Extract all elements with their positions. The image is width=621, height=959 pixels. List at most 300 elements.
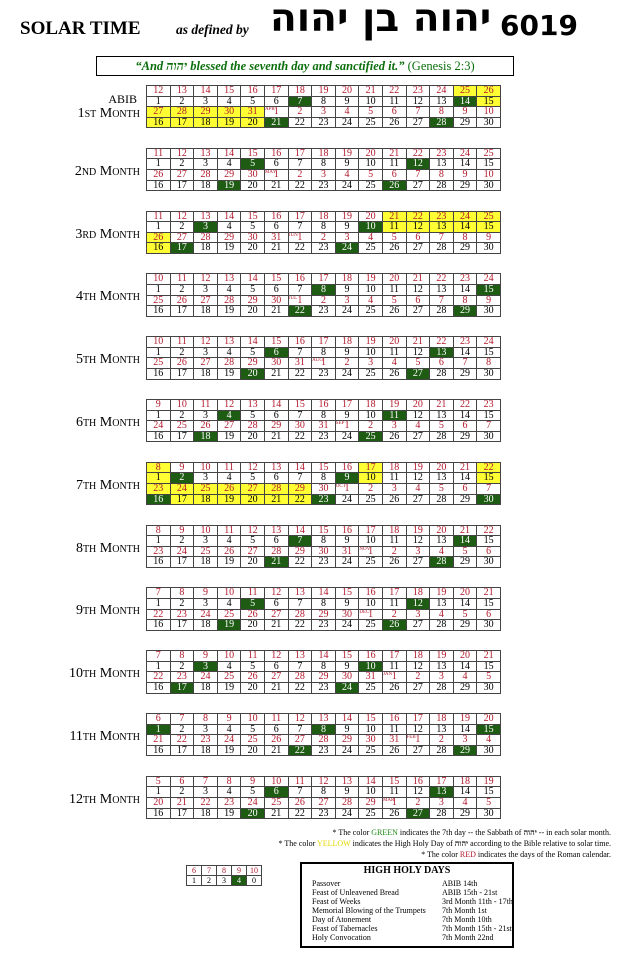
roman-month-marker: AUG (312, 358, 323, 364)
day-number: 28 (224, 357, 235, 369)
day-number: 23 (200, 734, 211, 746)
roman-month-marker: JUL (288, 295, 298, 301)
month-label: 2nd Month (74, 163, 140, 179)
day-number: 8 (155, 462, 161, 473)
solar-day-cell (194, 117, 218, 128)
solar-day-cell (359, 473, 383, 484)
day-number: 30 (365, 734, 376, 746)
solar-day-cell (359, 808, 383, 819)
solar-day-cell (359, 243, 383, 254)
solar-day-cell (382, 431, 406, 442)
roman-day-cell (264, 400, 288, 411)
solar-day-cell (147, 661, 171, 672)
month-grid (146, 525, 501, 568)
roman-day-cell (147, 169, 171, 180)
solar-day-cell (170, 724, 194, 735)
day-number: 7 (297, 158, 303, 170)
day-number: 15 (247, 211, 258, 222)
solar-day-cell (453, 96, 477, 107)
quote-text-pre: “And (135, 59, 167, 73)
solar-day-cell (406, 410, 430, 421)
day-number: 7 (179, 713, 185, 724)
roman-day-cell (312, 797, 336, 808)
day-number: 13 (436, 96, 447, 107)
solar-day-cell (264, 473, 288, 484)
roman-day-cell (217, 714, 241, 725)
day-number: 21 (365, 85, 376, 96)
solar-day-cell (477, 368, 501, 379)
day-number: 27 (200, 357, 211, 369)
roman-day-cell (382, 421, 406, 432)
solar-day-cell (194, 536, 218, 547)
solar-day-cell (241, 222, 265, 233)
roman-day-cell (359, 337, 383, 348)
day-number: 20 (247, 494, 258, 505)
roman-day-cell (477, 672, 501, 683)
day-number: 30 (342, 609, 353, 620)
roman-day-cell (241, 525, 265, 536)
solar-day-cell (147, 159, 171, 170)
roman-day-cell (194, 337, 218, 348)
solar-day-cell (430, 180, 454, 191)
day-number: 11 (177, 336, 187, 348)
holy-day-when: ABIB 14th (442, 879, 478, 888)
roman-day-cell (312, 337, 336, 348)
day-number: 25 (200, 546, 211, 557)
day-number: 29 (460, 431, 471, 442)
day-number: 14 (460, 347, 471, 358)
solar-day-cell (170, 347, 194, 358)
roman-day-cell (335, 421, 359, 432)
day-number: 3 (368, 357, 374, 369)
roman-day-cell (406, 86, 430, 97)
solar-day-cell (382, 243, 406, 254)
legend-green-color: GREEN (371, 828, 398, 837)
day-number: 6 (273, 724, 279, 735)
solar-day-cell (147, 222, 171, 233)
day-number: 5 (462, 546, 468, 557)
day-number: 15 (483, 724, 494, 735)
day-number: 3 (438, 797, 444, 808)
day-number: 1 (155, 347, 161, 358)
day-number: 16 (342, 525, 353, 536)
roman-day-cell (194, 232, 218, 243)
day-number: 27 (412, 745, 423, 756)
day-number: 19 (224, 619, 235, 631)
day-number: 26 (247, 671, 258, 683)
month-label: 5th Month (75, 352, 140, 368)
day-number: 12 (176, 211, 187, 222)
day-number: 2 (179, 410, 185, 421)
day-number: 12 (271, 650, 282, 662)
solar-day-cell (312, 473, 336, 484)
day-number: 20 (436, 462, 447, 473)
roman-day-cell (241, 295, 265, 306)
week-row (147, 620, 501, 631)
day-number: 8 (320, 786, 326, 798)
day-number: 1 (391, 797, 397, 808)
day-number: 8 (320, 221, 326, 233)
day-number: 13 (176, 85, 187, 96)
week-row (147, 86, 501, 97)
week-row (147, 494, 501, 505)
day-number: 28 (436, 117, 447, 128)
roman-day-cell (194, 462, 218, 473)
solar-day-cell (241, 494, 265, 505)
day-number: 11 (224, 525, 234, 536)
roman-day-cell (430, 797, 454, 808)
roman-day-cell (312, 421, 336, 432)
solar-day-cell (288, 620, 312, 631)
roman-day-cell (217, 735, 241, 746)
solar-day-cell (406, 222, 430, 233)
day-number: 30 (483, 494, 494, 505)
solar-day-cell (406, 243, 430, 254)
week-row (147, 421, 501, 432)
legend-green-pre: * The color (332, 828, 372, 837)
day-number: 6 (415, 232, 421, 243)
day-number: 23 (436, 148, 447, 159)
day-number: 1 (368, 609, 374, 620)
solar-day-cell (359, 117, 383, 128)
month-label: 11th Month (69, 729, 140, 744)
solar-day-cell (241, 368, 265, 379)
roman-day-cell (406, 735, 430, 746)
week-row (147, 557, 501, 568)
day-number: 7 (297, 724, 303, 735)
roman-day-cell (382, 295, 406, 306)
solar-day-cell (359, 598, 383, 609)
solar-day-cell (147, 745, 171, 756)
day-number: 20 (247, 682, 258, 693)
day-number: 19 (483, 776, 494, 787)
day-number: 10 (365, 472, 376, 484)
solar-day-cell (477, 682, 501, 693)
day-number: 24 (342, 494, 353, 505)
day-number: 9 (344, 535, 350, 547)
roman-month-marker: NOV (359, 546, 371, 552)
day-number: 3 (344, 295, 350, 306)
roman-day-cell (194, 672, 218, 683)
week-row (147, 274, 501, 285)
roman-day-cell (359, 797, 383, 808)
day-number: 30 (483, 682, 494, 693)
roman-day-cell (217, 672, 241, 683)
roman-day-cell (382, 337, 406, 348)
day-number: 6 (415, 295, 421, 306)
roman-day-cell (288, 232, 312, 243)
day-number: 20 (389, 273, 400, 285)
day-number: 13 (436, 786, 447, 798)
roman-day-cell (147, 86, 171, 97)
solar-day-cell (453, 808, 477, 819)
day-number: 13 (436, 284, 447, 295)
solar-day-cell (453, 368, 477, 379)
day-number: 16 (153, 745, 164, 756)
roman-day-cell (241, 107, 265, 118)
day-number: 2 (320, 295, 326, 306)
roman-day-cell (430, 651, 454, 662)
day-number: 29 (365, 797, 376, 808)
solar-day-cell (147, 557, 171, 568)
day-number: 20 (247, 305, 258, 317)
day-number: 4 (438, 609, 444, 620)
day-number: 21 (271, 368, 282, 379)
roman-day-cell (382, 400, 406, 411)
day-number: 27 (176, 232, 187, 243)
day-number: 14 (460, 472, 471, 484)
day-number: 4 (344, 106, 350, 118)
day-number: 29 (200, 106, 211, 118)
solar-day-cell (406, 347, 430, 358)
day-number: 30 (483, 117, 494, 128)
roman-day-cell (359, 776, 383, 787)
solar-day-cell (312, 682, 336, 693)
solar-day-cell (217, 598, 241, 609)
day-number: 23 (318, 180, 329, 191)
solar-day-cell (170, 494, 194, 505)
day-number: 18 (200, 368, 211, 379)
solar-day-cell (453, 243, 477, 254)
solar-day-cell (241, 536, 265, 547)
day-number: 26 (153, 232, 164, 243)
roman-day-cell (335, 483, 359, 494)
roman-day-cell (312, 546, 336, 557)
solar-day-cell (264, 222, 288, 233)
day-number: 18 (318, 211, 329, 222)
roman-day-cell (241, 651, 265, 662)
day-number: 29 (224, 169, 235, 180)
solar-day-cell (217, 284, 241, 295)
day-number: 2 (179, 472, 185, 484)
solar-day-cell (147, 96, 171, 107)
roman-day-cell (264, 211, 288, 222)
day-number: 19 (224, 117, 235, 128)
day-number: 19 (389, 399, 400, 410)
solar-day-cell (194, 306, 218, 317)
day-number: 5 (250, 158, 256, 170)
roman-day-cell (170, 337, 194, 348)
roman-day-cell (335, 525, 359, 536)
day-number: 1 (155, 472, 161, 484)
solar-day-cell (147, 117, 171, 128)
legend-yellow-color: YELLOW (316, 839, 351, 848)
solar-day-cell (382, 620, 406, 631)
day-number: 2 (368, 420, 374, 432)
day-number: 4 (462, 671, 468, 683)
roman-day-cell (430, 86, 454, 97)
day-number: 6 (391, 106, 397, 118)
day-number: 7 (486, 420, 492, 432)
solar-day-cell (194, 682, 218, 693)
day-number: 30 (318, 483, 329, 494)
solar-day-cell (382, 724, 406, 735)
day-number: 23 (153, 546, 164, 557)
solar-day-cell (288, 180, 312, 191)
roman-day-cell (147, 525, 171, 536)
roman-day-cell (430, 483, 454, 494)
day-number: 13 (436, 598, 447, 609)
day-number: 2 (179, 347, 185, 358)
day-number: 22 (294, 556, 305, 568)
solar-day-cell (264, 536, 288, 547)
day-number: 18 (412, 650, 423, 662)
day-number: 17 (176, 242, 187, 254)
roman-day-cell (264, 651, 288, 662)
roman-day-cell (288, 525, 312, 536)
day-number: 9 (179, 462, 185, 473)
day-number: 25 (200, 483, 211, 494)
day-number: 28 (436, 745, 447, 756)
solar-day-cell (264, 243, 288, 254)
day-number: 17 (176, 808, 187, 819)
day-number: 1 (155, 535, 161, 547)
roman-day-cell (147, 483, 171, 494)
roman-day-cell (382, 672, 406, 683)
roman-day-cell (335, 295, 359, 306)
day-number: 15 (483, 786, 494, 798)
roman-day-cell (312, 169, 336, 180)
solar-day-cell (453, 306, 477, 317)
day-number: 14 (365, 776, 376, 787)
day-number: 23 (318, 368, 329, 379)
day-number: 23 (318, 117, 329, 128)
day-number: 28 (436, 619, 447, 631)
day-number: 16 (318, 399, 329, 410)
day-number: 24 (483, 336, 494, 348)
day-number: 29 (460, 305, 471, 317)
solar-day-cell (170, 745, 194, 756)
solar-day-cell (382, 661, 406, 672)
day-number: 10 (153, 336, 164, 348)
roman-day-cell (359, 211, 383, 222)
legend-green-end: -- in each solar month. (536, 828, 611, 837)
day-number: 27 (412, 180, 423, 191)
day-number: 20 (389, 336, 400, 348)
day-number: 3 (415, 546, 421, 557)
solar-day-cell (382, 745, 406, 756)
day-number: 10 (365, 410, 376, 421)
day-number: 10 (483, 169, 494, 180)
roman-day-cell (335, 546, 359, 557)
day-number: 13 (271, 462, 282, 473)
roman-day-cell (430, 421, 454, 432)
month-label: 4th Month (75, 289, 140, 305)
day-number: 8 (462, 232, 468, 243)
solar-day-cell (335, 410, 359, 421)
solar-day-cell (241, 284, 265, 295)
day-number: 3 (391, 483, 397, 494)
day-number: 17 (318, 273, 329, 285)
solar-day-cell (217, 180, 241, 191)
day-number: 3 (391, 420, 397, 432)
solar-day-cell (264, 159, 288, 170)
day-number: 16 (153, 682, 164, 693)
day-number: 26 (224, 483, 235, 494)
day-number: 28 (436, 556, 447, 568)
day-number: 6 (179, 776, 185, 787)
day-number: 10 (365, 724, 376, 735)
week-row (147, 347, 501, 358)
roman-day-cell (335, 651, 359, 662)
day-number: 30 (483, 745, 494, 756)
week-row (147, 473, 501, 484)
solar-day-cell (264, 745, 288, 756)
day-number: 29 (460, 368, 471, 379)
holy-day-name: Day of Atonement (312, 915, 372, 924)
key-top-cell: 10 (247, 866, 262, 876)
solar-day-cell (406, 682, 430, 693)
day-number: 14 (318, 587, 329, 599)
day-number: 10 (224, 650, 235, 662)
roman-day-cell (194, 651, 218, 662)
roman-day-cell (312, 462, 336, 473)
roman-day-cell (359, 588, 383, 599)
week-row (147, 107, 501, 118)
day-number: 10 (224, 587, 235, 599)
roman-day-cell (288, 483, 312, 494)
day-number: 1 (415, 734, 421, 746)
day-number: 29 (460, 808, 471, 819)
roman-day-cell (288, 462, 312, 473)
roman-day-cell (382, 776, 406, 787)
day-number: 26 (389, 431, 400, 442)
day-number: 24 (200, 609, 211, 620)
day-number: 30 (483, 619, 494, 631)
day-number: 12 (224, 399, 235, 410)
day-number: 6 (273, 535, 279, 547)
roman-day-cell (477, 211, 501, 222)
roman-day-cell (477, 797, 501, 808)
day-number: 23 (318, 745, 329, 756)
roman-month-marker: JUN (288, 232, 298, 238)
day-number: 9 (486, 232, 492, 243)
day-number: 7 (297, 221, 303, 233)
day-number: 21 (389, 211, 400, 222)
day-number: 11 (389, 221, 400, 233)
solar-day-cell (335, 347, 359, 358)
day-number: 2 (344, 357, 350, 369)
day-number: 12 (412, 96, 423, 107)
day-number: 30 (483, 305, 494, 317)
roman-day-cell (241, 609, 265, 620)
solar-day-cell (217, 787, 241, 798)
day-number: 10 (153, 273, 164, 285)
solar-day-cell (264, 557, 288, 568)
day-number: 8 (202, 713, 208, 724)
day-number: 19 (224, 808, 235, 819)
solar-day-cell (170, 159, 194, 170)
roman-day-cell (335, 169, 359, 180)
day-number: 4 (226, 96, 232, 107)
day-number: 10 (365, 786, 376, 798)
day-number: 6 (486, 609, 492, 620)
roman-day-cell (170, 295, 194, 306)
day-number: 15 (342, 650, 353, 662)
day-number: 4 (226, 347, 232, 358)
key-top-cell: 7 (202, 866, 217, 876)
roman-day-cell (359, 232, 383, 243)
month-label: 9th Month (75, 603, 140, 619)
roman-day-cell (288, 797, 312, 808)
week-key-table (186, 865, 262, 886)
week-row (147, 169, 501, 180)
day-number: 17 (176, 682, 187, 693)
day-number: 19 (436, 587, 447, 599)
roman-day-cell (194, 588, 218, 599)
day-number: 21 (271, 556, 282, 568)
day-number: 9 (344, 724, 350, 735)
